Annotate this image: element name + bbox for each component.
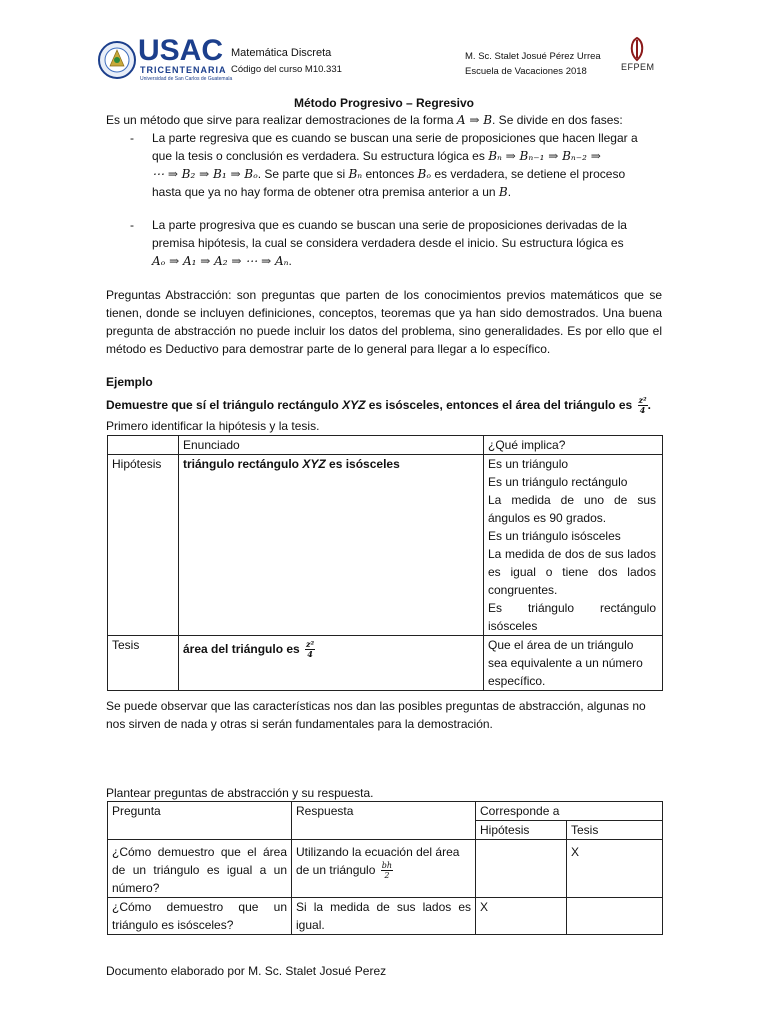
hipotesis-tesis-table bbox=[107, 435, 663, 691]
table-header-row bbox=[108, 802, 663, 821]
usac-logo-subtext: TRICENTENARIA bbox=[140, 65, 227, 75]
hipotesis-enunciado: triángulo rectángulo XYZ es isósceles bbox=[179, 455, 484, 636]
observacion-paragraph: Se puede observar que las características nos dan las posibles preguntas de abstracción, algunas no nos sirven de nada y otras si serán fundamentales para la demostración. bbox=[106, 699, 646, 731]
efpem-label: EFPEM bbox=[621, 62, 655, 72]
usac-logo-caption: Universidad de San Carlos de Guatemala bbox=[140, 76, 233, 82]
table-row bbox=[108, 840, 663, 898]
row-label-hipotesis: Hipótesis bbox=[108, 455, 179, 636]
usac-logo bbox=[98, 34, 233, 84]
efpem-logo bbox=[620, 36, 654, 76]
usac-seal-icon bbox=[98, 38, 136, 82]
ejemplo-statement: Demuestre que sí el triángulo rectángulo XYZ es isósceles, entonces el área del triángulo es $\frac{\text{z²}}{4}$ . bbox=[106, 395, 651, 416]
table-row bbox=[108, 636, 663, 691]
intro-paragraph: Es un método que sirve para realizar demostraciones de la forma A ⇒ B. Se divide en dos fases: bbox=[106, 113, 623, 127]
tesis-enunciado: área del triángulo es $\frac{\text{z²}}{4}$ bbox=[179, 636, 484, 691]
fraction-z2-4: $\frac{\text{z²}}{4}$ bbox=[638, 395, 647, 416]
bullet-dash: - bbox=[130, 218, 134, 232]
fraction-z2-4: $\frac{\text{z²}}{4}$ bbox=[306, 639, 315, 660]
header-implica: ¿Qué implica? bbox=[484, 436, 663, 455]
hipotesis-mark: X bbox=[476, 898, 567, 935]
bullet-dash: - bbox=[130, 131, 134, 145]
tesis-mark: X bbox=[567, 840, 663, 898]
header-respuesta: Respuesta bbox=[292, 802, 476, 840]
page-title: Método Progresivo – Regresivo bbox=[293, 96, 475, 110]
table-row bbox=[108, 898, 663, 935]
progresiva-paragraph: La parte progresiva que es cuando se buscan una serie de proposiciones derivadas de la premisa hipótesis, la cual se considera verdadera desde el inicio. Su estructura lógica es Aₒ ⇒ A₁ ⇒ A₂ ⇒ ⋯ ⇒ Aₙ. bbox=[152, 218, 627, 268]
tesis-mark bbox=[567, 898, 663, 935]
header-enunciado: Enunciado bbox=[179, 436, 484, 455]
footer-credit: Documento elaborado por M. Sc. Stalet Josué Perez bbox=[106, 964, 387, 978]
abstraccion-paragraph: Preguntas Abstracción: son preguntas que parten de los conocimientos previos matemáticos que se tienen, donde se incluyen definiciones, conceptos, teoremas que ya han sido demostrados. Una buena pregunta de abstracción no puede incluir los datos del problema, sino generalidades. Es por ello que el método es Deductivo para demostrar parte de lo general para llegar a lo específico. bbox=[106, 288, 662, 356]
table-row bbox=[108, 455, 663, 636]
school-name: Escuela de Vacaciones 2018 bbox=[465, 66, 587, 77]
preguntas-table bbox=[107, 801, 663, 935]
header-corresponde: Corresponde a bbox=[476, 802, 663, 821]
efpem-emblem-icon bbox=[620, 36, 654, 62]
row-label-tesis: Tesis bbox=[108, 636, 179, 691]
course-code: Código del curso M10.331 bbox=[231, 64, 342, 75]
course-name: Matemática Discreta bbox=[231, 47, 332, 59]
identificar-text: Primero identificar la hipótesis y la tesis. bbox=[106, 419, 320, 433]
regresiva-paragraph: La parte regresiva que es cuando se buscan una serie de proposiciones que hacen llegar a que la tesis o conclusión es verdadera. Su estructura lógica es Bₙ ⇒ Bₙ₋₁ ⇒ Bₙ₋₂ ⇒ ⋯ ⇒ B₂ ⇒ B₁ ⇒ Bₒ. Se parte que si Bₙ entonces Bₒ es verdadera, se detiene el proceso hasta que ya no hay forma de obtener otra premisa anterior a un B. bbox=[152, 131, 638, 199]
header-pregunta: Pregunta bbox=[108, 802, 292, 840]
pregunta-cell: ¿Cómo demuestro que el área de un triángulo es igual a un número? bbox=[108, 840, 292, 898]
plantear-text: Plantear preguntas de abstracción y su respuesta. bbox=[106, 786, 374, 800]
tesis-implica: Que el área de un triángulo sea equivalente a un número específico. bbox=[484, 636, 663, 691]
respuesta-cell: Utilizando la ecuación del área de un triángulo $\frac{bh}{2}$ bbox=[292, 840, 476, 898]
usac-logo-text: USAC bbox=[138, 34, 224, 67]
author-name: M. Sc. Stalet Josué Pérez Urrea bbox=[465, 51, 601, 62]
ejemplo-heading: Ejemplo bbox=[106, 375, 153, 389]
fraction-bh-2: $\frac{bh}{2}$ bbox=[381, 861, 393, 881]
pregunta-cell: ¿Cómo demuestro que un triángulo es isósceles? bbox=[108, 898, 292, 935]
respuesta-cell: Si la medida de sus lados es igual. bbox=[292, 898, 476, 935]
header-hipotesis: Hipótesis bbox=[476, 821, 567, 840]
hipotesis-implica: Es un triángulo Es un triángulo rectángulo La medida de uno de sus ángulos es 90 grados. Es un triángulo isósceles La medida de dos de sus lados es igual o tiene dos lados congruentes. Es triángulo rectángulo isósceles bbox=[484, 455, 663, 636]
table-header-row bbox=[108, 436, 663, 455]
hipotesis-mark bbox=[476, 840, 567, 898]
header-tesis: Tesis bbox=[567, 821, 663, 840]
